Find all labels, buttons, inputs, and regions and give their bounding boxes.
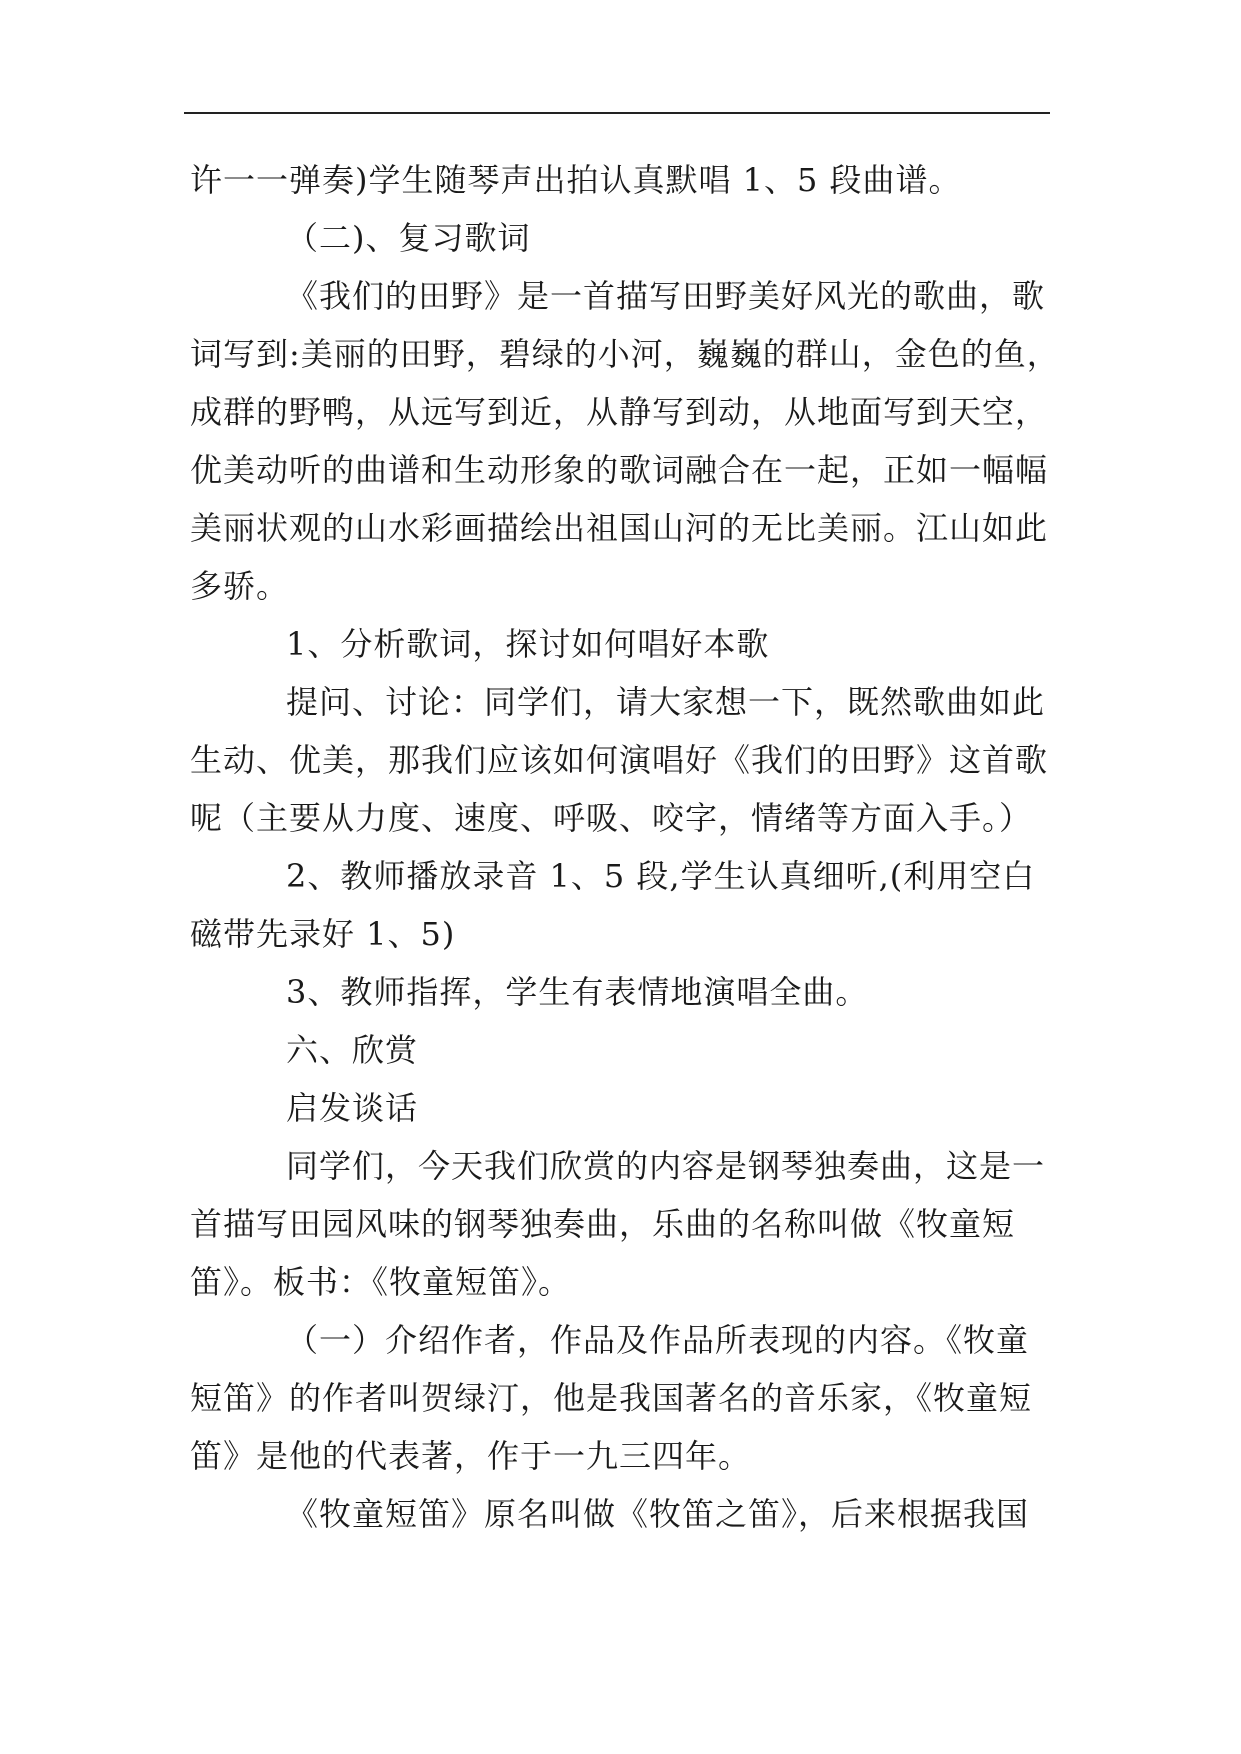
text-line: 首描写田园风味的钢琴独奏曲，乐曲的名称叫做《牧童短 — [190, 1205, 1016, 1243]
section-heading: （二)、复习歌词 — [286, 219, 531, 257]
text-line: 美丽状观的山水彩画描绘出祖国山河的无比美丽。江山如此 — [190, 509, 1049, 547]
text-line: 同学们，今天我们欣赏的内容是钢琴独奏曲，这是一 — [286, 1147, 1046, 1185]
text-line: 短笛》的作者叫贺绿汀，他是我国著名的音乐家，《牧童短 — [190, 1379, 1033, 1417]
text-line: 《我们的田野》是一首描写田野美好风光的歌曲，歌 — [286, 277, 1046, 315]
text-line: 《牧童短笛》原名叫做《牧笛之笛》，后来根据我国 — [286, 1495, 1030, 1533]
text-line: （一）介绍作者，作品及作品所表现的内容。《牧童 — [286, 1321, 1030, 1359]
text-line: 笛》是他的代表著，作于一九三四年。 — [190, 1437, 752, 1475]
section-heading: 启发谈话 — [286, 1089, 419, 1127]
text-line: 提问、讨论：同学们，请大家想一下，既然歌曲如此 — [286, 683, 1046, 721]
text-line: 生动、优美，那我们应该如何演唱好《我们的田野》这首歌 — [190, 741, 1049, 779]
text-line: 优美动听的曲谱和生动形象的歌词融合在一起，正如一幅幅 — [190, 451, 1049, 489]
text-line: 成群的野鸭，从远写到近，从静写到动，从地面写到天空， — [190, 393, 1049, 431]
text-line: 笛》。板书：《牧童短笛》。 — [190, 1263, 572, 1301]
text-line: 1、分析歌词，探讨如何唱好本歌 — [286, 625, 770, 663]
text-line: 多骄。 — [190, 567, 290, 605]
text-line: 词写到:美丽的田野，碧绿的小河，巍巍的群山，金色的鱼， — [190, 335, 1060, 373]
text-line: 许一一弹奏)学生随琴声出拍认真默唱 1、5 段曲谱。 — [190, 161, 962, 199]
text-line: 3、教师指挥，学生有表情地演唱全曲。 — [286, 973, 869, 1011]
text-line: 2、教师播放录音 1、5 段,学生认真细听,(利用空白 — [286, 857, 1036, 895]
section-heading: 六、欣赏 — [286, 1031, 419, 1069]
header-rule — [184, 112, 1050, 114]
text-line: 磁带先录好 1、5) — [190, 915, 456, 953]
text-line: 呢（主要从力度、速度、呼吸、咬字，情绪等方面入手。） — [190, 799, 1033, 837]
